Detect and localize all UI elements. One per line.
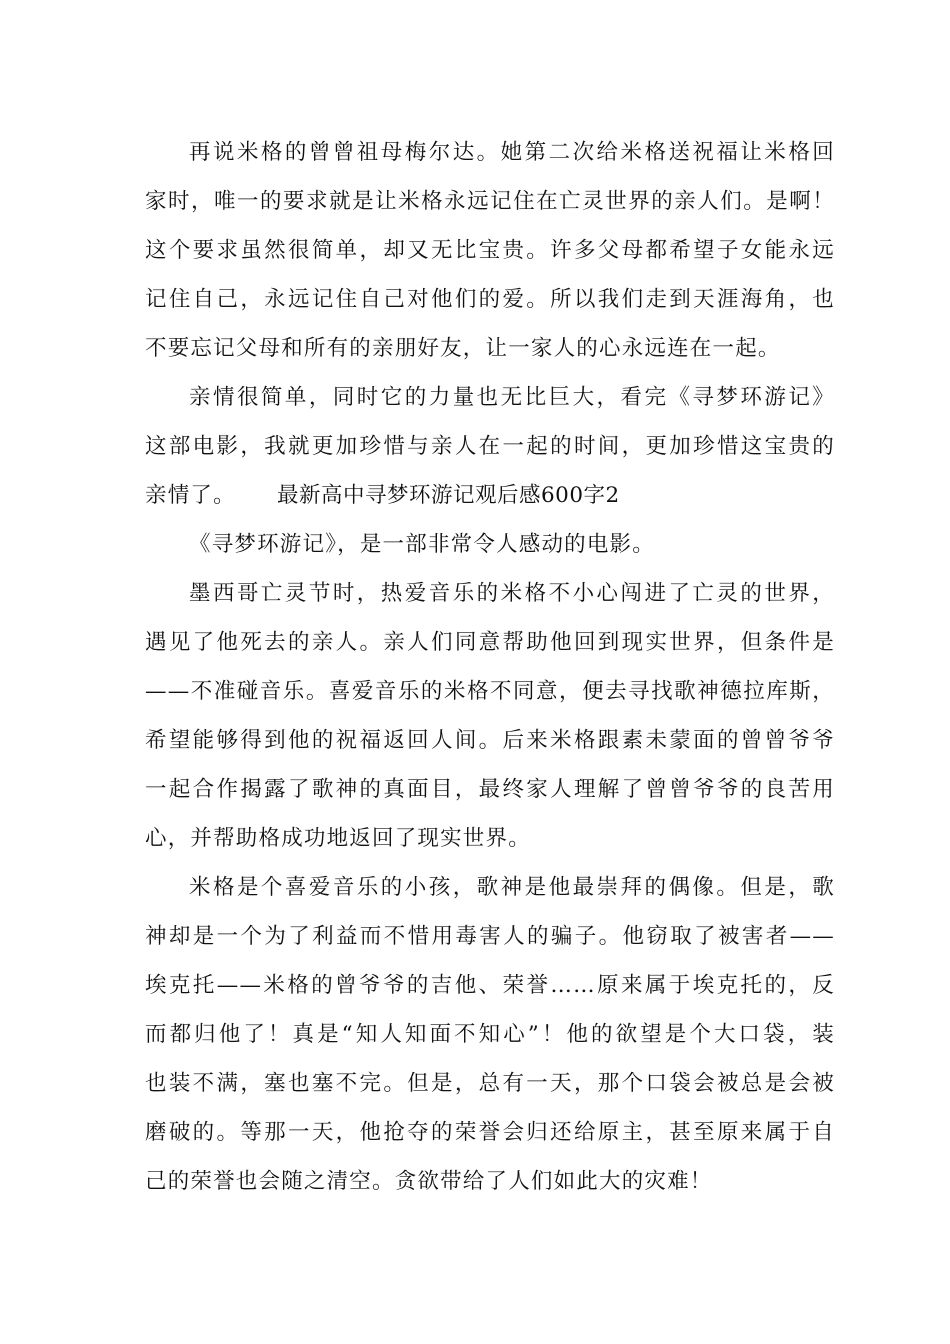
paragraph-line: 墨西哥亡灵节时，热爱音乐的米格不小心闯进了亡灵的世界， [189,581,835,606]
paragraph-line: 这个要求虽然很简单，却又无比宝贵。许多父母都希望子女能永远 [145,238,835,263]
paragraph-line: 米格是个喜爱音乐的小孩，歌神是他最崇拜的偶像。但是，歌 [189,875,835,900]
paragraph-line: 遇见了他死去的亲人。亲人们同意帮助他回到现实世界，但条件是 [145,630,835,655]
paragraph-line: 一起合作揭露了歌神的真面目，最终家人理解了曾曾爷爷的良苦用 [145,777,835,802]
section-heading: 最新高中寻梦环游记观后感600字2 [277,483,620,508]
paragraph-line: 希望能够得到他的祝福返回人间。后来米格跟素未蒙面的曾曾爷爷 [145,728,835,753]
paragraph-line: 《寻梦环游记》，是一部非常令人感动的电影。 [189,532,655,557]
paragraph-line: ——不准碰音乐。喜爱音乐的米格不同意，便去寻找歌神德拉库斯， [145,679,835,704]
paragraph-line: 再说米格的曾曾祖母梅尔达。她第二次给米格送祝福让米格回 [189,140,835,165]
paragraph-line: 埃克托——米格的曾爷爷的吉他、荣誉……原来属于埃克托的，反 [145,973,835,998]
paragraph-line: 不要忘记父母和所有的亲朋好友，让一家人的心永远连在一起。 [145,336,781,361]
paragraph-line: 亲情很简单，同时它的力量也无比巨大，看完《寻梦环游记》 [189,385,835,410]
paragraph-line: 也装不满，塞也塞不完。但是，总有一天，那个口袋会被总是会被 [145,1071,835,1096]
paragraph-line: 心，并帮助格成功地返回了现实世界。 [145,826,531,851]
paragraph-line: 而都归他了！真是“知人知面不知心”！他的欲望是个大口袋，装 [145,1022,835,1047]
paragraph-line: 亲情了。 [145,483,236,508]
paragraph-line: 家时，唯一的要求就是让米格永远记住在亡灵世界的亲人们。是啊！ [145,189,835,214]
paragraph-line: 己的荣誉也会随之清空。贪欲带给了人们如此大的灾难！ [145,1169,713,1194]
paragraph-line: 记住自己，永远记住自己对他们的爱。所以我们走到天涯海角，也 [145,287,835,312]
paragraph-line: 磨破的。等那一天，他抢夺的荣誉会归还给原主，甚至原来属于自 [145,1120,835,1145]
paragraph-line: 神却是一个为了利益而不惜用毒害人的骗子。他窃取了被害者—— [145,924,835,949]
paragraph-line: 这部电影，我就更加珍惜与亲人在一起的时间，更加珍惜这宝贵的 [145,434,835,459]
